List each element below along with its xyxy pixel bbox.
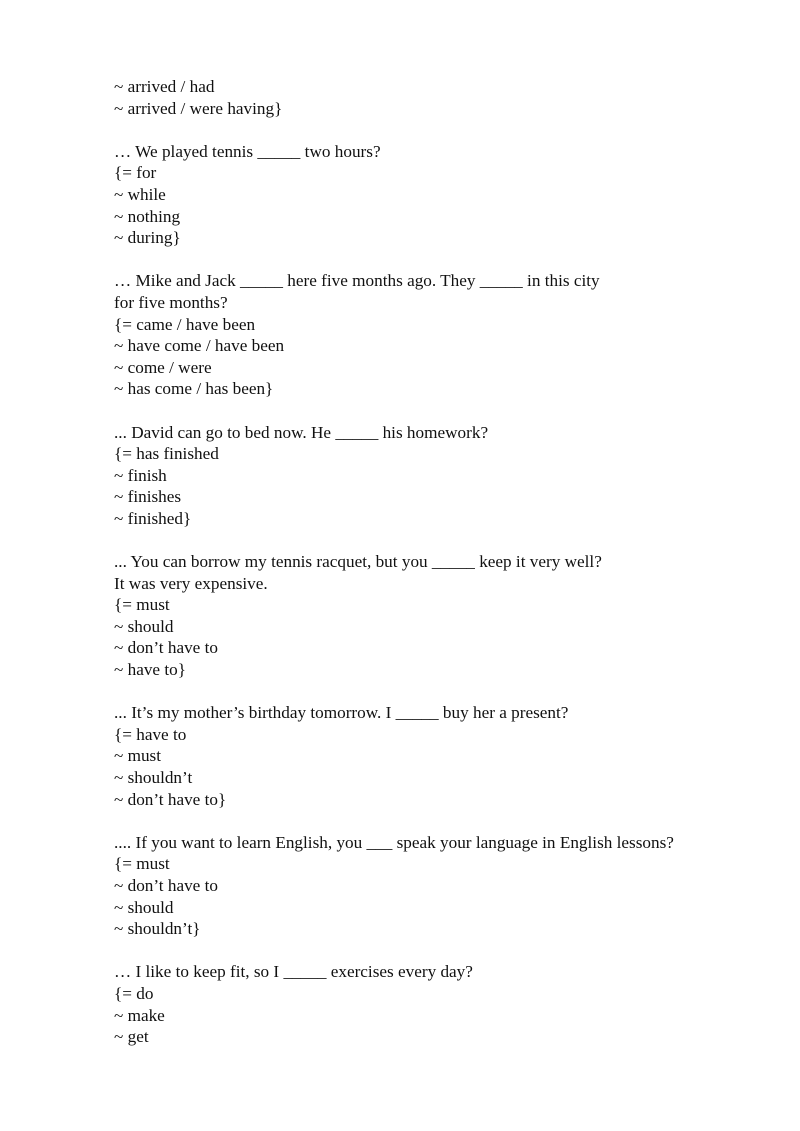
answer-option: ~ nothing <box>114 206 181 226</box>
answer-option: ~ have to} <box>114 660 186 680</box>
answer-option: ~ must <box>114 746 162 766</box>
answer-option: ~ while <box>114 184 166 204</box>
answer-option: {= for <box>114 163 157 183</box>
blank-line <box>114 119 754 141</box>
answer-option: {= do <box>114 983 154 1003</box>
answer-option: ~ finish <box>114 465 167 485</box>
answer-option: {= came / have been <box>114 314 256 334</box>
blank-line <box>114 400 754 422</box>
blank-line <box>114 940 754 962</box>
question-line: ... You can borrow my tennis racquet, but you _____ keep it very well? <box>114 552 602 572</box>
answer-option: {= must <box>114 854 170 874</box>
question-line: … We played tennis _____ two hours? <box>114 141 381 161</box>
blank-line <box>114 681 754 703</box>
quiz-text-block <box>114 76 754 1048</box>
answer-option: ~ finishes <box>114 487 182 507</box>
question-line: for five months? <box>114 292 228 312</box>
blank-line <box>114 249 754 271</box>
answer-option: ~ finished} <box>114 508 192 528</box>
question-line: .... If you want to learn English, you ___ speak your language in English lessons? <box>114 832 674 852</box>
answer-option: ~ has come / has been} <box>114 379 274 399</box>
question-line: … Mike and Jack _____ here five months ago. They _____ in this city <box>114 271 600 291</box>
blank-line <box>114 810 754 832</box>
answer-option: ~ have come / have been <box>114 336 285 356</box>
answer-option: ~ make <box>114 1005 165 1025</box>
answer-option: {= must <box>114 595 170 615</box>
answer-option: ~ don’t have to <box>114 638 218 658</box>
question-line: ... David can go to bed now. He _____ his homework? <box>114 422 489 442</box>
answer-option: ~ get <box>114 1027 149 1047</box>
answer-option: ~ arrived / had <box>114 77 215 96</box>
answer-option: ~ don’t have to <box>114 875 218 895</box>
answer-option: {= have to <box>114 724 187 744</box>
answer-option: ~ shouldn’t} <box>114 919 201 939</box>
answer-option: ~ come / were <box>114 357 212 377</box>
answer-option: ~ should <box>114 616 174 636</box>
answer-option: ~ don’t have to} <box>114 789 227 809</box>
answer-option: ~ should <box>114 897 174 917</box>
answer-option: ~ shouldn’t <box>114 768 193 787</box>
blank-line <box>114 529 754 551</box>
question-line: … I like to keep fit, so I _____ exercises every day? <box>114 962 473 982</box>
answer-option: {= has finished <box>114 444 219 464</box>
question-line: ... It’s my mother’s birthday tomorrow. I _____ buy her a present? <box>114 703 569 723</box>
answer-option: ~ arrived / were having} <box>114 98 283 118</box>
answer-option: ~ during} <box>114 228 181 248</box>
question-line: It was very expensive. <box>114 573 268 593</box>
